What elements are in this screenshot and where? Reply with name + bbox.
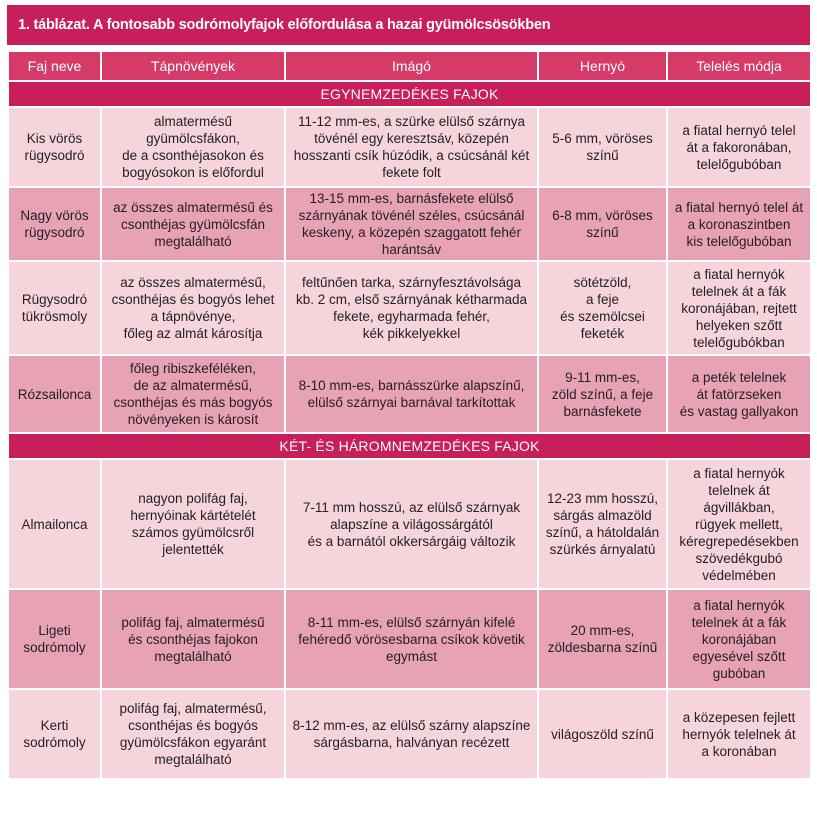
larva-cell: 6-8 mm, vöröses színű xyxy=(538,187,667,261)
overwintering-cell: a fiatal hernyó telel át a fakoronában, telelőgubóban xyxy=(667,107,811,187)
species-name: Rózsailonca xyxy=(8,355,101,433)
overwintering-cell: a fiatal hernyók telelnek át a fák koronájában, rejtett helyeken szőtt telelőgubókban xyxy=(667,261,811,355)
table-row xyxy=(8,589,811,689)
table-row xyxy=(8,689,811,779)
adult-cell: 7-11 mm hosszú, az elülső szárnyak alapszíne a világossárgától és a barnától okkersárgáig változik xyxy=(285,459,538,589)
adult-cell: feltűnően tarka, szárnyfesztávolsága kb. 2 cm, első szárnyának kétharmada fekete, egyharmada fehér, kék pikkelyekkel xyxy=(285,261,538,355)
species-name: Almailonca xyxy=(8,459,101,589)
table-title: 1. táblázat. A fontosabb sodrómolyfajok előfordulása a hazai gyümölcsösökben xyxy=(7,5,810,45)
overwintering-cell: a fiatal hernyók telelnek át a fák koronájában egyesével szőtt gubóban xyxy=(667,589,811,689)
col-header-host-plants: Tápnövények xyxy=(101,51,285,81)
species-name: Nagy vörös rügysodró xyxy=(8,187,101,261)
col-header-overwintering: Telelés módja xyxy=(667,51,811,81)
table-row xyxy=(8,459,811,589)
host-plants-cell: almatermésű gyümölcsfákon, de a csonthéjasokon és bogyósokon is előfordul xyxy=(101,107,285,187)
larva-cell: sötétzöld, a feje és szemölcsei feketék xyxy=(538,261,667,355)
larva-cell: 20 mm-es, zöldesbarna színű xyxy=(538,589,667,689)
overwintering-cell: a fiatal hernyók telelnek át ágvillákban, rügyek mellett, kéregrepedésekben szövedékgubó védelmében xyxy=(667,459,811,589)
table-row xyxy=(8,355,811,433)
section-label: KÉT- ÉS HÁROMNEMZEDÉKES FAJOK xyxy=(8,433,811,459)
species-name: Kis vörös rügysodró xyxy=(8,107,101,187)
adult-cell: 11-12 mm-es, a szürke elülső szárnya tövénél egy keresztsáv, közepén hosszanti csík húzódik, a csúcsánál két fekete folt xyxy=(285,107,538,187)
col-header-larva: Hernyó xyxy=(538,51,667,81)
section-label: EGYNEMZEDÉKES FAJOK xyxy=(8,81,811,107)
host-plants-cell: az összes almatermésű, csonthéjas és bogyós lehet a tápnövénye, főleg az almát károsítja xyxy=(101,261,285,355)
section-row xyxy=(8,81,811,107)
species-name: Rügysodró tükrösmoly xyxy=(8,261,101,355)
host-plants-cell: polifág faj, almatermésű és csonthéjas fajokon megtalálható xyxy=(101,589,285,689)
larva-cell: 5-6 mm, vöröses színű xyxy=(538,107,667,187)
table-row xyxy=(8,187,811,261)
host-plants-cell: az összes almatermésű és csonthéjas gyümölcsfán megtalálható xyxy=(101,187,285,261)
host-plants-cell: nagyon polifág faj, hernyóinak kártételét számos gyümölcsről jelentették xyxy=(101,459,285,589)
larva-cell: 12-23 mm hosszú, sárgás almazöld színű, a hátoldalán szürkés árnyalatú xyxy=(538,459,667,589)
adult-cell: 8-11 mm-es, elülső szárnyán kifelé fehéredő vörösesbarna csíkok követik egymást xyxy=(285,589,538,689)
overwintering-cell: a peték telelnek át fatörzseken és vastag gallyakon xyxy=(667,355,811,433)
host-plants-cell: polifág faj, almatermésű, csonthéjas és bogyós gyümölcsfákon egyaránt megtalálható xyxy=(101,689,285,779)
larva-cell: 9-11 mm-es, zöld színű, a feje barnásfekete xyxy=(538,355,667,433)
overwintering-cell: a közepesen fejlett hernyók telelnek át a koronában xyxy=(667,689,811,779)
species-name: Ligeti sodrómoly xyxy=(8,589,101,689)
adult-cell: 13-15 mm-es, barnásfekete elülső szárnyának tövénél széles, csúcsánál keskeny, a közepén szaggatott fehér harántsáv xyxy=(285,187,538,261)
header-row xyxy=(8,51,811,81)
species-table xyxy=(7,50,812,780)
col-header-species: Faj neve xyxy=(8,51,101,81)
section-row xyxy=(8,433,811,459)
adult-cell: 8-12 mm-es, az elülső szárny alapszíne sárgásbarna, halványan recézett xyxy=(285,689,538,779)
overwintering-cell: a fiatal hernyó telel át a koronaszintben kis telelőgubóban xyxy=(667,187,811,261)
table-row xyxy=(8,261,811,355)
table-row xyxy=(8,107,811,187)
host-plants-cell: főleg ribiszkeféléken, de az almatermésű, csonthéjas és más bogyós növényeken is károsít xyxy=(101,355,285,433)
species-name: Kerti sodrómoly xyxy=(8,689,101,779)
adult-cell: 8-10 mm-es, barnásszürke alapszínű, elülső szárnyai barnával tarkítottak xyxy=(285,355,538,433)
col-header-adult: Imágó xyxy=(285,51,538,81)
larva-cell: világoszöld színű xyxy=(538,689,667,779)
